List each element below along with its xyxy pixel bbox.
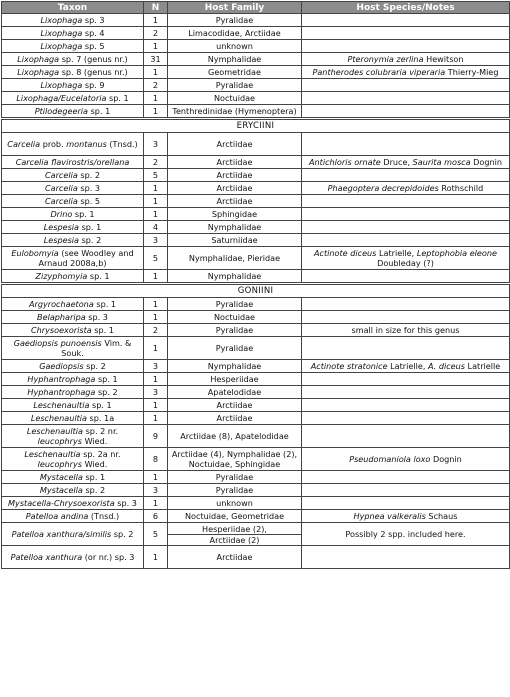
count-cell: 1 bbox=[144, 546, 168, 569]
count-cell: 1 bbox=[144, 92, 168, 105]
italic-text: leucophrys bbox=[37, 459, 83, 469]
table-row bbox=[2, 79, 510, 92]
italic-text: Patelloa xanthura/similis bbox=[11, 529, 112, 539]
host-notes-cell bbox=[302, 53, 510, 66]
host-family-cell: Tenthredinidae (Hymenoptera) bbox=[168, 105, 302, 119]
host-family-cell: Hesperiidae bbox=[168, 373, 302, 386]
host-family-cell: Apatelodidae bbox=[168, 386, 302, 399]
taxon-cell bbox=[2, 386, 144, 399]
count-cell: 31 bbox=[144, 53, 168, 66]
text: Wied. bbox=[82, 459, 108, 469]
table-row bbox=[2, 497, 510, 510]
table-row bbox=[2, 105, 510, 119]
taxon-cell bbox=[2, 133, 144, 156]
text: sp. 1 bbox=[93, 299, 117, 309]
text: sp. 1 bbox=[88, 106, 111, 116]
host-family-cell: Pyralidae bbox=[168, 298, 302, 311]
text: sp. 1a bbox=[86, 413, 115, 423]
host-notes-cell bbox=[302, 234, 510, 247]
table-body bbox=[2, 14, 510, 569]
count-cell: 5 bbox=[144, 169, 168, 182]
text: sp. 5 bbox=[77, 196, 101, 206]
count-cell: 1 bbox=[144, 412, 168, 425]
count-cell: 3 bbox=[144, 234, 168, 247]
italic-text: Lixophaga bbox=[17, 67, 60, 77]
table-row bbox=[2, 425, 510, 448]
table-row bbox=[2, 208, 510, 221]
text: Rothschild bbox=[438, 183, 484, 193]
italic-text: Hyphantrophaga bbox=[27, 374, 96, 384]
text: sp. 2 bbox=[95, 387, 118, 397]
italic-text: leucophrys bbox=[37, 436, 83, 446]
host-family-cell: Arctiidae (8), Apatelodidae bbox=[168, 425, 302, 448]
count-cell: 6 bbox=[144, 510, 168, 523]
host-family-cell: Pyralidae bbox=[168, 471, 302, 484]
taxon-cell bbox=[2, 247, 144, 270]
host-notes-cell bbox=[302, 156, 510, 169]
host-family-cell: Noctuidae bbox=[168, 92, 302, 105]
host-family-cell: Pyralidae bbox=[168, 14, 302, 27]
taxon-cell bbox=[2, 311, 144, 324]
italic-text: Lespesia bbox=[43, 222, 79, 232]
count-cell: 1 bbox=[144, 270, 168, 284]
italic-text: Lespesia bbox=[43, 235, 79, 245]
text: Latrielle, bbox=[376, 248, 417, 258]
table-row bbox=[2, 270, 510, 284]
text: Thierry-Mieg bbox=[445, 67, 499, 77]
host-notes-cell bbox=[302, 169, 510, 182]
text: sp. 2a nr. bbox=[80, 449, 121, 459]
taxon-cell bbox=[2, 169, 144, 182]
section-header-eryciini bbox=[2, 119, 510, 133]
count-cell: 1 bbox=[144, 399, 168, 412]
text: sp. 1 bbox=[72, 209, 95, 219]
taxon-cell bbox=[2, 324, 144, 337]
taxon-cell bbox=[2, 105, 144, 119]
count-cell: 1 bbox=[144, 373, 168, 386]
italic-text: Leschenaultia bbox=[30, 413, 87, 423]
italic-text: Carcelia bbox=[44, 183, 78, 193]
table-row bbox=[2, 510, 510, 523]
italic-text: Pseudomaniola loxo bbox=[349, 454, 431, 464]
taxon-cell bbox=[2, 337, 144, 360]
host-family-cell: Geometridae bbox=[168, 66, 302, 79]
text: sp. 3 bbox=[85, 312, 108, 322]
table-row bbox=[2, 133, 510, 156]
table-row bbox=[2, 221, 510, 234]
host-family-cell: Pyralidae bbox=[168, 79, 302, 92]
host-notes-cell bbox=[302, 523, 510, 546]
header-taxon: Taxon bbox=[2, 2, 144, 14]
taxon-cell bbox=[2, 79, 144, 92]
host-family-cell: Arctiidae bbox=[168, 195, 302, 208]
text: Schaus bbox=[425, 511, 458, 521]
host-records-table-container bbox=[1, 1, 509, 569]
count-cell: 1 bbox=[144, 14, 168, 27]
host-notes-cell bbox=[302, 386, 510, 399]
header-host-species-notes: Host Species/Notes bbox=[302, 2, 510, 14]
table-row bbox=[2, 373, 510, 386]
count-cell: 3 bbox=[144, 484, 168, 497]
taxon-cell bbox=[2, 234, 144, 247]
count-cell: 1 bbox=[144, 208, 168, 221]
italic-text: Leptophobia eleone bbox=[416, 248, 497, 258]
taxon-cell bbox=[2, 208, 144, 221]
host-family-cell: Nymphalidae, Pieridae bbox=[168, 247, 302, 270]
taxon-cell bbox=[2, 14, 144, 27]
italic-text: Lixophaga bbox=[40, 80, 83, 90]
header-host-family: Host Family bbox=[168, 2, 302, 14]
taxon-cell bbox=[2, 270, 144, 284]
text: sp. 1 bbox=[89, 400, 112, 410]
italic-text: Mystacella bbox=[39, 472, 83, 482]
text: Possibly 2 spp. included here. bbox=[345, 529, 466, 539]
host-notes-cell bbox=[302, 247, 510, 270]
taxon-cell bbox=[2, 53, 144, 66]
italic-text: Mystacella bbox=[39, 485, 83, 495]
italic-text: Leschenaultia bbox=[33, 400, 90, 410]
host-family-cell: Pyralidae bbox=[168, 337, 302, 360]
taxon-cell bbox=[2, 92, 144, 105]
count-cell: 5 bbox=[144, 247, 168, 270]
host-notes-cell bbox=[302, 298, 510, 311]
host-family-cell: Nymphalidae bbox=[168, 360, 302, 373]
text: sp. 2 bbox=[79, 235, 102, 245]
taxon-cell bbox=[2, 523, 144, 546]
host-family-cell: Nymphalidae bbox=[168, 270, 302, 284]
host-notes-cell bbox=[302, 448, 510, 471]
italic-text: Eulobomyia bbox=[11, 248, 59, 258]
host-notes-cell bbox=[302, 324, 510, 337]
host-notes-cell bbox=[302, 208, 510, 221]
table-row bbox=[2, 195, 510, 208]
text: Vim. & Souk. bbox=[61, 338, 132, 358]
host-notes-cell bbox=[302, 484, 510, 497]
italic-text: Mystacella-Chrysoexorista bbox=[8, 498, 115, 508]
text: sp. 9 bbox=[82, 80, 105, 90]
text: (Tnsd.) bbox=[88, 511, 120, 521]
table-row bbox=[2, 53, 510, 66]
host-family-cell: Nymphalidae bbox=[168, 221, 302, 234]
host-notes-cell bbox=[302, 373, 510, 386]
text: Hewitson bbox=[423, 54, 464, 64]
taxon-cell bbox=[2, 484, 144, 497]
host-notes-cell bbox=[302, 133, 510, 156]
text: sp. 2 bbox=[83, 361, 106, 371]
italic-text: Ptilodegeeria bbox=[34, 106, 89, 116]
count-cell: 1 bbox=[144, 311, 168, 324]
count-cell: 4 bbox=[144, 221, 168, 234]
table-row bbox=[2, 182, 510, 195]
count-cell: 1 bbox=[144, 105, 168, 119]
host-notes-cell bbox=[302, 311, 510, 324]
table-row bbox=[2, 399, 510, 412]
taxon-cell bbox=[2, 66, 144, 79]
italic-text: Hyphantrophaga bbox=[27, 387, 96, 397]
count-cell: 2 bbox=[144, 156, 168, 169]
table-row bbox=[2, 92, 510, 105]
italic-text: Lixophaga bbox=[17, 54, 60, 64]
text: sp. 5 bbox=[82, 41, 105, 51]
taxon-cell bbox=[2, 360, 144, 373]
text: Wied. bbox=[82, 436, 108, 446]
text: sp. 2 nr. bbox=[83, 426, 119, 436]
italic-text: Actinote diceus bbox=[314, 248, 377, 258]
host-family-cell bbox=[168, 523, 302, 546]
host-notes-cell bbox=[302, 510, 510, 523]
count-cell: 1 bbox=[144, 497, 168, 510]
host-notes-cell bbox=[302, 360, 510, 373]
host-notes-cell bbox=[302, 40, 510, 53]
count-cell: 1 bbox=[144, 471, 168, 484]
italic-text: Pteronymia zerlina bbox=[347, 54, 424, 64]
text: sp. 1 bbox=[106, 93, 129, 103]
table-row bbox=[2, 386, 510, 399]
host-family-cell: Arctiidae bbox=[168, 182, 302, 195]
table-row bbox=[2, 523, 510, 546]
table-row bbox=[2, 360, 510, 373]
host-records-table bbox=[1, 1, 510, 569]
host-notes-cell bbox=[302, 14, 510, 27]
text: small in size for this genus bbox=[351, 325, 460, 335]
italic-text: Belapharipa bbox=[37, 312, 86, 322]
host-family-cell: Noctuidae, Geometridae bbox=[168, 510, 302, 523]
host-family-cell: Pyralidae bbox=[168, 484, 302, 497]
host-notes-cell bbox=[302, 471, 510, 484]
taxon-cell bbox=[2, 221, 144, 234]
host-notes-cell bbox=[302, 182, 510, 195]
taxon-cell bbox=[2, 27, 144, 40]
italic-text: Hypnea valkeralis bbox=[353, 511, 426, 521]
host-family-cell: Arctiidae bbox=[168, 156, 302, 169]
text: prob. bbox=[40, 139, 67, 149]
host-notes-cell bbox=[302, 27, 510, 40]
table-row bbox=[2, 14, 510, 27]
host-family-cell: Arctiidae bbox=[168, 546, 302, 569]
taxon-cell bbox=[2, 298, 144, 311]
italic-text: Phaegoptera decrepidoides bbox=[327, 183, 439, 193]
italic-text: A. diceus bbox=[427, 361, 465, 371]
table-row bbox=[2, 546, 510, 569]
host-notes-cell bbox=[302, 497, 510, 510]
host-family-line: Hesperiidae (2), bbox=[202, 523, 267, 534]
taxon-cell bbox=[2, 546, 144, 569]
host-family-cell: unknown bbox=[168, 497, 302, 510]
text: sp. 1 bbox=[95, 374, 118, 384]
italic-text: Patelloa andina bbox=[25, 511, 89, 521]
host-family-cell: Arctiidae bbox=[168, 169, 302, 182]
text: Latrielle bbox=[464, 361, 501, 371]
taxon-cell bbox=[2, 182, 144, 195]
taxon-cell bbox=[2, 425, 144, 448]
host-family-cell: Arctiidae bbox=[168, 399, 302, 412]
taxon-cell bbox=[2, 412, 144, 425]
table-row bbox=[2, 311, 510, 324]
host-notes-cell bbox=[302, 546, 510, 569]
host-notes-cell bbox=[302, 105, 510, 119]
host-family-cell: Arctiidae (4), Nymphalidae (2), Noctuidae, Sphingidae bbox=[168, 448, 302, 471]
count-cell: 1 bbox=[144, 182, 168, 195]
host-family-cell: Nymphalidae bbox=[168, 53, 302, 66]
text: sp. 3 bbox=[82, 15, 105, 25]
host-family-line: Arctiidae (2) bbox=[168, 534, 301, 545]
taxon-cell bbox=[2, 195, 144, 208]
table-row bbox=[2, 27, 510, 40]
text: Dognin bbox=[470, 157, 502, 167]
table-row bbox=[2, 471, 510, 484]
count-cell: 2 bbox=[144, 79, 168, 92]
italic-text: Saurita mosca bbox=[412, 157, 471, 167]
host-notes-cell bbox=[302, 337, 510, 360]
text: sp. 2 bbox=[111, 529, 134, 539]
host-family-cell: Saturniidae bbox=[168, 234, 302, 247]
count-cell: 1 bbox=[144, 66, 168, 79]
italic-text: Lixophaga/Eucelatoria bbox=[16, 93, 107, 103]
host-notes-cell bbox=[302, 425, 510, 448]
italic-text: Pantherodes colubraria viperaria bbox=[312, 67, 446, 77]
section-title: ERYCIINI bbox=[2, 119, 510, 133]
text: sp. 3 bbox=[77, 183, 101, 193]
text: sp. 4 bbox=[82, 28, 105, 38]
italic-text: Leschenaultia bbox=[24, 449, 81, 459]
section-header-goniini bbox=[2, 284, 510, 298]
text: sp. 7 (genus nr.) bbox=[59, 54, 128, 64]
taxon-cell bbox=[2, 497, 144, 510]
host-family-cell: Pyralidae bbox=[168, 324, 302, 337]
taxon-cell bbox=[2, 40, 144, 53]
count-cell: 2 bbox=[144, 324, 168, 337]
italic-text: Lixophaga bbox=[40, 41, 83, 51]
text: sp. 2 bbox=[82, 485, 106, 495]
host-notes-cell bbox=[302, 92, 510, 105]
table-row bbox=[2, 40, 510, 53]
italic-text: Argyrochaetona bbox=[28, 299, 94, 309]
text: (Tnsd.) bbox=[106, 139, 138, 149]
table-row bbox=[2, 337, 510, 360]
italic-text: Gaediopsis bbox=[39, 361, 84, 371]
count-cell: 1 bbox=[144, 298, 168, 311]
text: Druce, bbox=[380, 157, 413, 167]
text: Latrielle, bbox=[387, 361, 428, 371]
count-cell: 1 bbox=[144, 337, 168, 360]
italic-text: Lixophaga bbox=[40, 15, 83, 25]
count-cell: 3 bbox=[144, 386, 168, 399]
text: sp. 1 bbox=[87, 271, 110, 281]
host-notes-cell bbox=[302, 412, 510, 425]
italic-text: Carcelia flavirostris/orellana bbox=[15, 157, 130, 167]
table-row bbox=[2, 298, 510, 311]
host-family-cell: Arctiidae bbox=[168, 133, 302, 156]
italic-text: Gaediopsis punoensis bbox=[13, 338, 102, 348]
host-family-cell: Noctuidae bbox=[168, 311, 302, 324]
text: sp. 1 bbox=[79, 222, 102, 232]
text: sp. 3 bbox=[114, 498, 137, 508]
text: sp. 8 (genus nr.) bbox=[59, 67, 128, 77]
italic-text: Carcelia bbox=[7, 139, 41, 149]
host-notes-cell bbox=[302, 195, 510, 208]
text: (or nr.) sp. 3 bbox=[82, 552, 135, 562]
count-cell: 1 bbox=[144, 195, 168, 208]
text: sp. 2 bbox=[77, 170, 101, 180]
italic-text: Leschenaultia bbox=[26, 426, 84, 436]
text: sp. 1 bbox=[91, 325, 114, 335]
taxon-cell bbox=[2, 448, 144, 471]
count-cell: 8 bbox=[144, 448, 168, 471]
italic-text: Chrysoexorista bbox=[31, 325, 92, 335]
table-row bbox=[2, 234, 510, 247]
italic-text: Carcelia bbox=[44, 170, 78, 180]
count-cell: 3 bbox=[144, 360, 168, 373]
text: Doubleday (?) bbox=[377, 258, 434, 268]
host-notes-cell bbox=[302, 270, 510, 284]
host-family-cell: unknown bbox=[168, 40, 302, 53]
text: (see Woodley and Arnaud 2008a,b) bbox=[38, 248, 134, 268]
table-row bbox=[2, 448, 510, 471]
table-row bbox=[2, 66, 510, 79]
table-row bbox=[2, 169, 510, 182]
taxon-cell bbox=[2, 373, 144, 386]
italic-text: montanus bbox=[66, 139, 107, 149]
table-row bbox=[2, 247, 510, 270]
table-row bbox=[2, 324, 510, 337]
table-row bbox=[2, 484, 510, 497]
taxon-cell bbox=[2, 471, 144, 484]
table-row bbox=[2, 412, 510, 425]
text: Dognin bbox=[430, 454, 462, 464]
italic-text: Zizyphomyia bbox=[35, 271, 88, 281]
italic-text: Antichloris ornate bbox=[309, 157, 381, 167]
table-row bbox=[2, 156, 510, 169]
italic-text: Actinote stratonice bbox=[310, 361, 388, 371]
host-notes-cell bbox=[302, 399, 510, 412]
header-row bbox=[2, 2, 510, 14]
count-cell: 1 bbox=[144, 40, 168, 53]
italic-text: Patelloa xanthura bbox=[10, 552, 83, 562]
taxon-cell bbox=[2, 510, 144, 523]
italic-text: Drino bbox=[50, 209, 73, 219]
header-n: N bbox=[144, 2, 168, 14]
text: sp. 1 bbox=[82, 472, 106, 482]
italic-text: Lixophaga bbox=[40, 28, 83, 38]
count-cell: 3 bbox=[144, 133, 168, 156]
italic-text: Carcelia bbox=[44, 196, 78, 206]
host-family-cell: Sphingidae bbox=[168, 208, 302, 221]
count-cell: 2 bbox=[144, 27, 168, 40]
host-family-cell: Limacodidae, Arctiidae bbox=[168, 27, 302, 40]
host-notes-cell bbox=[302, 66, 510, 79]
taxon-cell bbox=[2, 156, 144, 169]
count-cell: 9 bbox=[144, 425, 168, 448]
taxon-cell bbox=[2, 399, 144, 412]
host-family-cell: Arctiidae bbox=[168, 412, 302, 425]
count-cell: 5 bbox=[144, 523, 168, 546]
host-notes-cell bbox=[302, 221, 510, 234]
section-title: GONIINI bbox=[2, 284, 510, 298]
host-notes-cell bbox=[302, 79, 510, 92]
